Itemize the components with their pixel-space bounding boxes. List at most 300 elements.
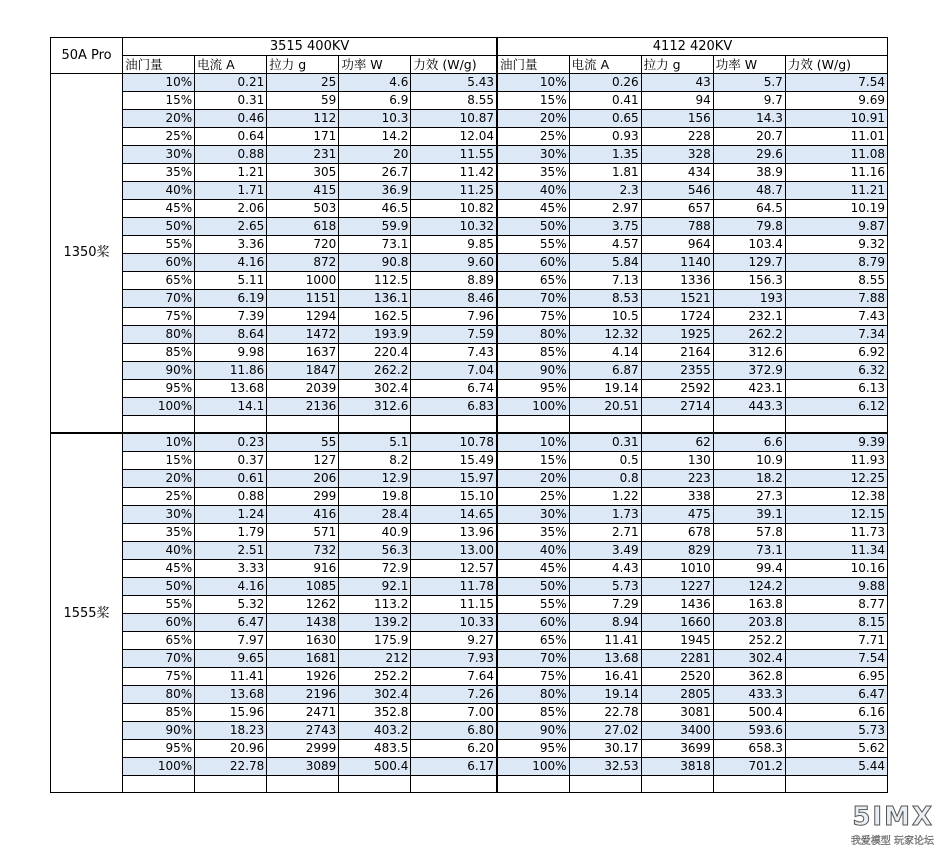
data-cell: 7.93 [411, 649, 497, 667]
data-cell: 20% [497, 110, 569, 128]
data-cell: 678 [641, 523, 713, 541]
data-cell: 1.24 [195, 505, 267, 523]
data-cell: 6.87 [569, 362, 641, 380]
data-cell: 12.38 [785, 487, 887, 505]
motor-title-1: 3515 400KV [123, 38, 497, 56]
data-cell: 39.1 [713, 505, 785, 523]
empty-cell [339, 775, 411, 792]
data-cell: 85% [497, 344, 569, 362]
data-cell: 1637 [267, 344, 339, 362]
data-cell: 103.4 [713, 236, 785, 254]
table-row [51, 362, 888, 380]
data-cell: 657 [641, 200, 713, 218]
data-cell: 5.44 [785, 757, 887, 775]
empty-cell [569, 416, 641, 433]
table-row [51, 667, 888, 685]
data-cell: 90% [497, 721, 569, 739]
data-cell: 8.46 [411, 290, 497, 308]
data-cell: 92.1 [339, 577, 411, 595]
column-header: 力效 (W/g) [785, 56, 887, 74]
data-cell: 434 [641, 164, 713, 182]
data-cell: 11.93 [785, 451, 887, 469]
data-cell: 658.3 [713, 739, 785, 757]
data-cell: 228 [641, 128, 713, 146]
table-row [51, 487, 888, 505]
table-row [51, 308, 888, 326]
motor-header-row [51, 38, 888, 56]
data-cell: 156.3 [713, 272, 785, 290]
data-cell: 403.2 [339, 721, 411, 739]
data-cell: 12.32 [569, 326, 641, 344]
data-cell: 19.14 [569, 685, 641, 703]
data-cell: 16.41 [569, 667, 641, 685]
data-cell: 11.78 [411, 577, 497, 595]
data-cell: 20 [339, 146, 411, 164]
empty-cell [785, 775, 887, 792]
data-cell: 10% [123, 74, 195, 92]
data-cell: 11.34 [785, 541, 887, 559]
data-cell: 1436 [641, 595, 713, 613]
data-cell: 95% [497, 739, 569, 757]
data-cell: 5.1 [339, 433, 411, 452]
data-cell: 85% [497, 703, 569, 721]
data-cell: 55% [497, 595, 569, 613]
data-cell: 3818 [641, 757, 713, 775]
data-cell: 6.12 [785, 398, 887, 416]
data-cell: 14.65 [411, 505, 497, 523]
table-row [51, 595, 888, 613]
data-cell: 1.21 [195, 164, 267, 182]
data-cell: 85% [123, 703, 195, 721]
motor-title-2: 4112 420KV [497, 38, 887, 56]
table-row [51, 74, 888, 92]
data-cell: 13.68 [569, 649, 641, 667]
data-cell: 6.74 [411, 380, 497, 398]
data-cell: 20.51 [569, 398, 641, 416]
data-cell: 2471 [267, 703, 339, 721]
data-cell: 80% [123, 685, 195, 703]
data-cell: 55% [123, 595, 195, 613]
data-cell: 112.5 [339, 272, 411, 290]
data-cell: 732 [267, 541, 339, 559]
data-cell: 0.64 [195, 128, 267, 146]
data-cell: 10.33 [411, 613, 497, 631]
data-cell: 94 [641, 92, 713, 110]
data-cell: 203.8 [713, 613, 785, 631]
data-cell: 8.79 [785, 254, 887, 272]
data-cell: 70% [123, 290, 195, 308]
data-cell: 163.8 [713, 595, 785, 613]
data-cell: 59 [267, 92, 339, 110]
data-cell: 262.2 [339, 362, 411, 380]
table-row [51, 128, 888, 146]
data-cell: 62 [641, 433, 713, 452]
data-cell: 5.11 [195, 272, 267, 290]
data-cell: 130 [641, 451, 713, 469]
data-cell: 483.5 [339, 739, 411, 757]
brand-watermark [816, 802, 934, 847]
data-cell: 50% [497, 577, 569, 595]
data-cell: 80% [123, 326, 195, 344]
data-cell: 50% [123, 218, 195, 236]
data-cell: 10.82 [411, 200, 497, 218]
data-cell: 6.47 [785, 685, 887, 703]
data-cell: 14.2 [339, 128, 411, 146]
data-cell: 20% [497, 469, 569, 487]
data-cell: 7.13 [569, 272, 641, 290]
data-cell: 1681 [267, 649, 339, 667]
table-row [51, 433, 888, 452]
data-cell: 9.85 [411, 236, 497, 254]
column-header-row [51, 56, 888, 74]
data-cell: 423.1 [713, 380, 785, 398]
data-cell: 162.5 [339, 308, 411, 326]
data-cell: 60% [497, 613, 569, 631]
data-cell: 7.96 [411, 308, 497, 326]
data-cell: 503 [267, 200, 339, 218]
data-cell: 0.23 [195, 433, 267, 452]
corner-label: 50A Pro [51, 38, 123, 74]
table-row [51, 182, 888, 200]
data-cell: 40% [123, 541, 195, 559]
data-cell: 10.32 [411, 218, 497, 236]
data-cell: 362.8 [713, 667, 785, 685]
data-cell: 10.9 [713, 451, 785, 469]
data-cell: 35% [497, 164, 569, 182]
data-cell: 85% [123, 344, 195, 362]
data-cell: 0.37 [195, 451, 267, 469]
data-cell: 5.84 [569, 254, 641, 272]
data-cell: 305 [267, 164, 339, 182]
data-cell: 2592 [641, 380, 713, 398]
data-cell: 65% [497, 272, 569, 290]
data-cell: 2.51 [195, 541, 267, 559]
column-header: 功率 W [713, 56, 785, 74]
column-header: 力效 (W/g) [411, 56, 497, 74]
data-cell: 35% [123, 523, 195, 541]
data-cell: 73.1 [713, 541, 785, 559]
data-cell: 6.16 [785, 703, 887, 721]
data-cell: 14.1 [195, 398, 267, 416]
data-cell: 40% [497, 541, 569, 559]
data-cell: 872 [267, 254, 339, 272]
empty-cell [497, 416, 569, 433]
data-cell: 100% [497, 398, 569, 416]
table-row [51, 541, 888, 559]
table-row [51, 200, 888, 218]
table-row [51, 272, 888, 290]
data-cell: 1926 [267, 667, 339, 685]
data-cell: 3699 [641, 739, 713, 757]
data-cell: 40% [497, 182, 569, 200]
data-cell: 2281 [641, 649, 713, 667]
empty-cell [785, 416, 887, 433]
data-cell: 1140 [641, 254, 713, 272]
data-cell: 55% [497, 236, 569, 254]
table-row [51, 398, 888, 416]
table-row [51, 523, 888, 541]
data-cell: 193 [713, 290, 785, 308]
data-cell: 3089 [267, 757, 339, 775]
data-cell: 11.25 [411, 182, 497, 200]
data-cell: 4.6 [339, 74, 411, 92]
data-cell: 2164 [641, 344, 713, 362]
data-cell: 7.26 [411, 685, 497, 703]
data-cell: 252.2 [713, 631, 785, 649]
table-row [51, 380, 888, 398]
data-cell: 50% [497, 218, 569, 236]
performance-table [50, 37, 888, 793]
data-cell: 1724 [641, 308, 713, 326]
data-cell: 9.65 [195, 649, 267, 667]
table-row [51, 577, 888, 595]
data-cell: 788 [641, 218, 713, 236]
data-cell: 15.97 [411, 469, 497, 487]
column-header: 拉力 g [641, 56, 713, 74]
data-cell: 7.39 [195, 308, 267, 326]
data-cell: 433.3 [713, 685, 785, 703]
data-cell: 7.04 [411, 362, 497, 380]
data-cell: 10% [497, 433, 569, 452]
data-cell: 30.17 [569, 739, 641, 757]
data-cell: 0.21 [195, 74, 267, 92]
data-cell: 22.78 [195, 757, 267, 775]
table-row [51, 703, 888, 721]
data-cell: 13.00 [411, 541, 497, 559]
brand-logo-text: 5IMX [852, 802, 934, 832]
data-cell: 72.9 [339, 559, 411, 577]
data-cell: 232.1 [713, 308, 785, 326]
data-cell: 43 [641, 74, 713, 92]
data-cell: 9.69 [785, 92, 887, 110]
data-cell: 9.60 [411, 254, 497, 272]
data-cell: 2.06 [195, 200, 267, 218]
data-cell: 5.7 [713, 74, 785, 92]
empty-cell [195, 416, 267, 433]
data-cell: 206 [267, 469, 339, 487]
column-header: 电流 A [195, 56, 267, 74]
data-cell: 75% [497, 667, 569, 685]
data-cell: 30% [123, 505, 195, 523]
data-cell: 8.77 [785, 595, 887, 613]
data-cell: 175.9 [339, 631, 411, 649]
data-cell: 7.00 [411, 703, 497, 721]
data-cell: 171 [267, 128, 339, 146]
data-cell: 1085 [267, 577, 339, 595]
data-cell: 5.62 [785, 739, 887, 757]
data-cell: 36.9 [339, 182, 411, 200]
table-row [51, 164, 888, 182]
data-cell: 99.4 [713, 559, 785, 577]
data-cell: 80% [497, 326, 569, 344]
data-cell: 11.41 [569, 631, 641, 649]
data-cell: 20.7 [713, 128, 785, 146]
data-cell: 5.32 [195, 595, 267, 613]
empty-cell [569, 775, 641, 792]
data-cell: 2.3 [569, 182, 641, 200]
data-cell: 100% [123, 398, 195, 416]
table-row [51, 451, 888, 469]
data-cell: 1925 [641, 326, 713, 344]
data-cell: 9.98 [195, 344, 267, 362]
data-cell: 964 [641, 236, 713, 254]
data-cell: 1000 [267, 272, 339, 290]
data-cell: 13.68 [195, 685, 267, 703]
data-cell: 12.15 [785, 505, 887, 523]
empty-cell [339, 416, 411, 433]
data-cell: 193.9 [339, 326, 411, 344]
data-cell: 129.7 [713, 254, 785, 272]
data-cell: 2999 [267, 739, 339, 757]
data-cell: 10.91 [785, 110, 887, 128]
data-cell: 0.5 [569, 451, 641, 469]
data-cell: 0.41 [569, 92, 641, 110]
data-cell: 0.88 [195, 487, 267, 505]
data-cell: 113.2 [339, 595, 411, 613]
table-row [51, 469, 888, 487]
data-cell: 90% [497, 362, 569, 380]
data-cell: 9.32 [785, 236, 887, 254]
data-cell: 6.83 [411, 398, 497, 416]
data-cell: 7.88 [785, 290, 887, 308]
data-cell: 40% [123, 182, 195, 200]
data-cell: 19.8 [339, 487, 411, 505]
empty-cell [411, 775, 497, 792]
data-cell: 6.20 [411, 739, 497, 757]
data-cell: 75% [123, 667, 195, 685]
table-row [51, 739, 888, 757]
data-cell: 18.23 [195, 721, 267, 739]
data-cell: 8.89 [411, 272, 497, 290]
table-row [51, 649, 888, 667]
data-cell: 0.31 [195, 92, 267, 110]
data-cell: 6.9 [339, 92, 411, 110]
data-cell: 8.94 [569, 613, 641, 631]
data-cell: 10% [123, 433, 195, 452]
data-cell: 30% [123, 146, 195, 164]
data-cell: 1660 [641, 613, 713, 631]
data-cell: 829 [641, 541, 713, 559]
data-cell: 14.3 [713, 110, 785, 128]
data-cell: 26.7 [339, 164, 411, 182]
data-cell: 22.78 [569, 703, 641, 721]
data-cell: 8.2 [339, 451, 411, 469]
data-cell: 27.02 [569, 721, 641, 739]
data-cell: 90% [123, 721, 195, 739]
data-cell: 223 [641, 469, 713, 487]
data-cell: 90% [123, 362, 195, 380]
data-cell: 9.39 [785, 433, 887, 452]
data-cell: 1.73 [569, 505, 641, 523]
data-cell: 1262 [267, 595, 339, 613]
table-row [51, 631, 888, 649]
data-cell: 8.53 [569, 290, 641, 308]
data-cell: 25% [123, 487, 195, 505]
data-cell: 299 [267, 487, 339, 505]
data-cell: 95% [123, 380, 195, 398]
column-header: 油门量 [497, 56, 569, 74]
data-cell: 32.53 [569, 757, 641, 775]
data-cell: 1472 [267, 326, 339, 344]
data-cell: 6.13 [785, 380, 887, 398]
data-cell: 1.22 [569, 487, 641, 505]
data-cell: 29.6 [713, 146, 785, 164]
data-cell: 56.3 [339, 541, 411, 559]
empty-cell [123, 775, 195, 792]
data-cell: 0.46 [195, 110, 267, 128]
data-cell: 2.97 [569, 200, 641, 218]
data-cell: 546 [641, 182, 713, 200]
data-cell: 1438 [267, 613, 339, 631]
data-cell: 35% [497, 523, 569, 541]
data-cell: 0.88 [195, 146, 267, 164]
data-cell: 0.26 [569, 74, 641, 92]
table-row [51, 218, 888, 236]
data-cell: 95% [497, 380, 569, 398]
data-cell: 593.6 [713, 721, 785, 739]
data-cell: 55% [123, 236, 195, 254]
table-row [51, 110, 888, 128]
data-cell: 65% [123, 272, 195, 290]
data-cell: 19.14 [569, 380, 641, 398]
data-cell: 15% [123, 92, 195, 110]
data-cell: 11.55 [411, 146, 497, 164]
data-cell: 212 [339, 649, 411, 667]
data-cell: 8.55 [411, 92, 497, 110]
data-cell: 8.15 [785, 613, 887, 631]
data-cell: 60% [497, 254, 569, 272]
data-cell: 7.43 [785, 308, 887, 326]
data-cell: 15% [497, 451, 569, 469]
data-cell: 100% [497, 757, 569, 775]
data-cell: 10% [497, 74, 569, 92]
data-cell: 10.87 [411, 110, 497, 128]
data-cell: 90.8 [339, 254, 411, 272]
data-cell: 75% [123, 308, 195, 326]
data-cell: 2196 [267, 685, 339, 703]
data-cell: 9.88 [785, 577, 887, 595]
data-cell: 701.2 [713, 757, 785, 775]
data-cell: 70% [497, 649, 569, 667]
data-cell: 2520 [641, 667, 713, 685]
empty-cell [641, 416, 713, 433]
blank-row [51, 775, 888, 792]
data-cell: 416 [267, 505, 339, 523]
data-cell: 618 [267, 218, 339, 236]
empty-cell [641, 775, 713, 792]
data-cell: 10.3 [339, 110, 411, 128]
data-cell: 372.9 [713, 362, 785, 380]
data-cell: 0.31 [569, 433, 641, 452]
table-row [51, 146, 888, 164]
data-cell: 46.5 [339, 200, 411, 218]
data-cell: 7.43 [411, 344, 497, 362]
data-cell: 9.87 [785, 218, 887, 236]
data-cell: 112 [267, 110, 339, 128]
data-cell: 11.41 [195, 667, 267, 685]
data-cell: 2714 [641, 398, 713, 416]
column-header: 拉力 g [267, 56, 339, 74]
data-cell: 75% [497, 308, 569, 326]
data-cell: 6.32 [785, 362, 887, 380]
data-cell: 10.19 [785, 200, 887, 218]
data-cell: 60% [123, 613, 195, 631]
data-cell: 50% [123, 577, 195, 595]
table-row [51, 92, 888, 110]
data-cell: 20.96 [195, 739, 267, 757]
data-cell: 3.49 [569, 541, 641, 559]
data-cell: 57.8 [713, 523, 785, 541]
